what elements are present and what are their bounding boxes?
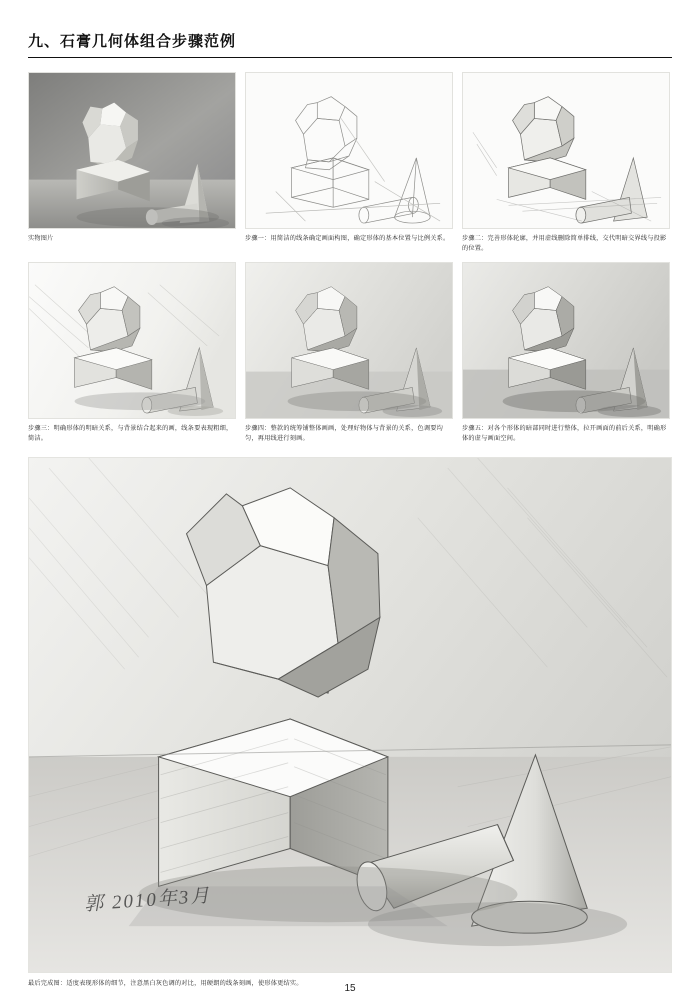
step-caption: 步骤三：明确形体的明暗关系，与背景结合起来的画，线条要表现粗细，简洁。 — [28, 425, 233, 442]
tone-full-illustration — [246, 263, 452, 418]
step-cell-step1 — [245, 72, 453, 253]
step-image-photo — [28, 72, 236, 229]
step-cell-step5 — [462, 262, 670, 443]
step-cell-step3 — [28, 262, 236, 443]
step-image-step1 — [245, 72, 453, 229]
step-grid — [28, 72, 672, 443]
step-caption: 步骤五：对各个形体的暗部同时进行整体，拉开画面的前后关系，明确形体的虚与画面空间。 — [462, 425, 667, 442]
outline-shadow-illustration — [463, 73, 669, 228]
step-caption: 步骤二：完善形体轮廓，并用虚线删除简单排线，交代明暗交界线与投影的位置。 — [462, 235, 667, 252]
tone-block-illustration — [29, 263, 235, 418]
step-image-step5 — [462, 262, 670, 419]
step-image-step4 — [245, 262, 453, 419]
step-caption: 步骤一：用简洁的线条确定画面构图，确定形体的基本位置与比例关系。 — [245, 235, 450, 242]
page-number: 15 — [344, 983, 356, 994]
artist-signature: 郭 2010年3月 — [83, 886, 212, 916]
step-cell-step4 — [245, 262, 453, 443]
step-cell-step2 — [462, 72, 670, 253]
final-image — [28, 457, 672, 973]
final-drawing-block — [28, 457, 672, 989]
page-title: 九、石膏几何体组合步骤范例 — [28, 33, 237, 50]
step-image-step3 — [28, 262, 236, 419]
step-image-step2 — [462, 72, 670, 229]
step-cell-photo — [28, 72, 236, 253]
step-caption: 步骤四：整款的统筹铺整体画画，处理好物体与背景的关系，色调要均匀，再用线进行刻画。 — [245, 425, 444, 442]
final-caption: 最后完成图：适度表现形体的细节，注意黑白灰色调的对比，用硬朗的线条刻画，使形体更结实。 — [28, 980, 303, 988]
photo-illustration — [29, 73, 235, 228]
line-construction-illustration — [246, 73, 452, 228]
title-divider — [28, 57, 672, 58]
tone-refine-illustration — [463, 263, 669, 418]
step-caption: 实物图片 — [28, 235, 54, 242]
